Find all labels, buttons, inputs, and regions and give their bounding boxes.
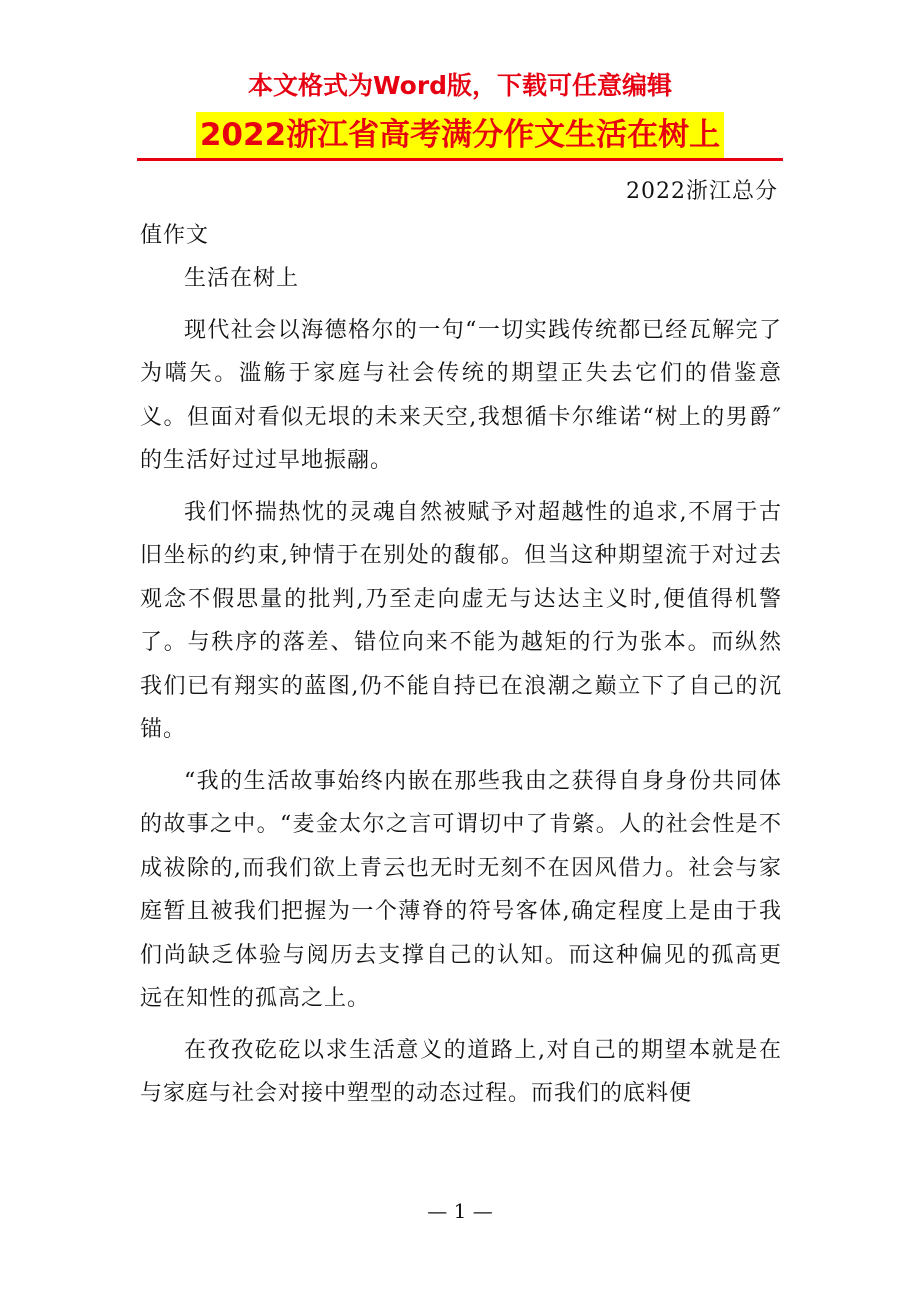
essay-title: 生活在树上 <box>184 266 300 291</box>
word-format-notice: 本文格式为Word版，下载可任意编辑 <box>247 71 673 100</box>
paragraph: 我们怀揣热忱的灵魂自然被赋予对超越性的追求,不屑于古旧坐标的约束,钟情于在别处的馥郁。但当这种期望流于对过去观念不假思量的批判,乃至走向虚无与达达主义时,便值得机警了。与秩序的落差、错位向来不能为越矩的行为张本。而纵然我们已有翔实的蓝图,仍不能自持已在浪潮之巅立下了自己的沉锚。 <box>140 499 782 742</box>
paragraph: 在孜孜矻矻以求生活意义的道路上,对自己的期望本就是在与家庭与社会对接中塑型的动态过程。而我们的底料便 <box>140 1037 782 1106</box>
title-divider <box>137 158 783 161</box>
title-wrapper <box>0 112 920 158</box>
document-title: 2022浙江省高考满分作文生活在树上 <box>196 112 724 158</box>
document-body <box>140 170 782 1116</box>
intro-continuation: 值作文 <box>140 222 210 248</box>
paragraph: “我的生活故事始终内嵌在那些我由之获得自身身份共同体的故事之中。“麦金太尔之言可谓切中了肯綮。人的社会性是不成祓除的,而我们欲上青云也无时无刻不在因风借力。社会与家庭暂且被我们把握为一个薄脊的符号客体,确定程度上是由于我们尚缺乏体验与阅历去支撑自己的认知。而这种偏见的孤高更远在知性的孤高之上。 <box>140 768 782 1011</box>
intro-line: 2022浙江总分 <box>626 179 778 204</box>
paragraph: 现代社会以海德格尔的一句“一切实践传统都已经瓦解完了为嚆矢。滥觞于家庭与社会传统的期望正失去它们的借鉴意义。但面对看似无垠的未来天空,我想循卡尔维诺“树上的男爵″的生活好过过早地振翮。 <box>140 317 782 473</box>
page-number: — 1 — <box>427 1199 493 1223</box>
